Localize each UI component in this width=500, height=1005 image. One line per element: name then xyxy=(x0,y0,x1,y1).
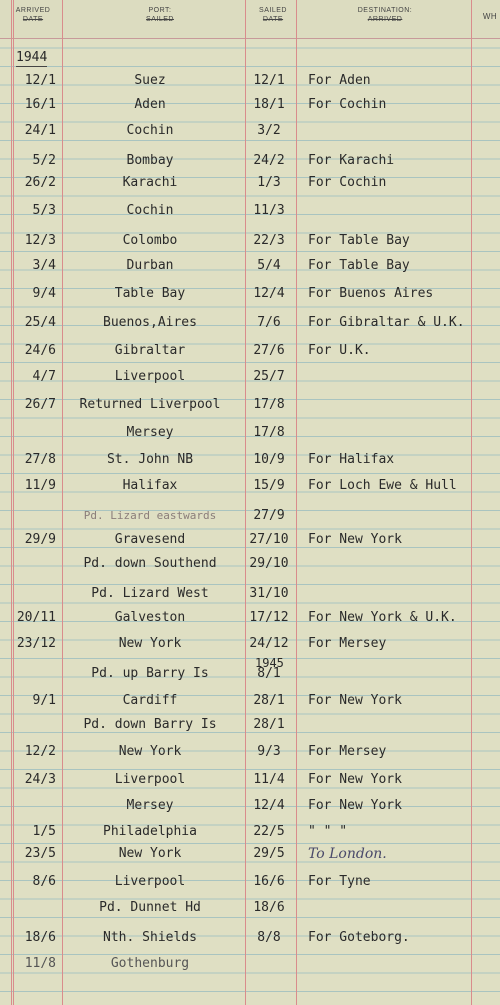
entry-port: St. John NB xyxy=(106,452,194,467)
entry-arrived: 11/9 xyxy=(24,478,56,493)
entry-arrived: 24/3 xyxy=(24,772,56,787)
entry-dest: For Tyne xyxy=(308,874,371,889)
entry-dest: For Loch Ewe & Hull xyxy=(308,478,457,493)
entry-port: New York xyxy=(118,636,182,651)
entry-sailed: 29/10 xyxy=(249,556,289,571)
entry-port: Pd. down Barry Is xyxy=(83,717,217,732)
year-1944: 1944 xyxy=(16,50,48,65)
entry-arrived: 16/1 xyxy=(24,97,56,112)
entry-arrived: 4/7 xyxy=(32,369,56,384)
entry-sailed: 11/3 xyxy=(253,203,285,218)
entry-sailed: 25/7 xyxy=(253,369,285,384)
entry-port: Cochin xyxy=(126,123,174,138)
header-extra: WH xyxy=(482,12,498,21)
entry-dest: For Gibraltar & U.K. xyxy=(308,315,465,330)
entry-port: Liverpool xyxy=(114,369,186,384)
entry-sailed: 15/9 xyxy=(253,478,285,493)
entry-port: Pd. up Barry Is xyxy=(91,666,209,681)
entry-arrived: 8/6 xyxy=(32,874,56,889)
entry-dest: For Table Bay xyxy=(308,233,410,248)
entry-dest: For New York xyxy=(308,693,402,708)
entry-arrived: 23/5 xyxy=(24,846,56,861)
header-destination: DESTINATION: ARRIVED xyxy=(357,7,413,23)
entry-dest: For Mersey xyxy=(308,744,387,759)
entry-dest: For New York & U.K. xyxy=(308,610,457,625)
entry-dest: For New York xyxy=(308,798,402,813)
entry-port: Halifax xyxy=(122,478,178,493)
entry-dest: For Halifax xyxy=(308,452,395,467)
entry-port: Pd. down Southend xyxy=(83,556,217,571)
entry-sailed: 17/8 xyxy=(253,397,285,412)
entry-arrived: 18/6 xyxy=(24,930,56,945)
entry-sailed: 9/3 xyxy=(257,744,281,759)
year-1945: 1945 xyxy=(255,656,284,670)
entry-port: Pd. Lizard West xyxy=(91,586,209,601)
entry-port: Colombo xyxy=(122,233,178,248)
entry-dest: For New York xyxy=(308,772,402,787)
column-header-row xyxy=(0,0,500,39)
entry-dest: For Cochin xyxy=(308,97,387,112)
entry-sailed: 18/1 xyxy=(253,97,285,112)
entry-sailed: 17/12 xyxy=(249,610,289,625)
entry-arrived: 23/12 xyxy=(16,636,56,651)
entry-sailed: 22/3 xyxy=(253,233,285,248)
entry-sailed: 31/10 xyxy=(249,586,289,601)
entry-port: Cardiff xyxy=(122,693,178,708)
entry-port: Nth. Shields xyxy=(103,930,197,945)
entry-sailed: 12/4 xyxy=(253,286,285,301)
entry-port: Liverpool xyxy=(114,772,186,787)
entry-sailed: 28/1 xyxy=(253,717,285,732)
entry-sailed: 5/4 xyxy=(257,258,281,273)
entry-sailed: 29/5 xyxy=(253,846,285,861)
entry-sailed: 27/9 xyxy=(253,508,285,523)
entry-arrived: 24/1 xyxy=(24,123,56,138)
entry-arrived: 12/3 xyxy=(24,233,56,248)
column-rule xyxy=(471,0,472,1005)
entry-arrived: 20/11 xyxy=(16,610,56,625)
entry-port: Pd. Dunnet Hd xyxy=(99,900,201,915)
entry-port: Gibraltar xyxy=(114,343,186,358)
entry-port: Galveston xyxy=(114,610,186,625)
entry-dest: For U.K. xyxy=(308,343,371,358)
entry-port: Returned Liverpool xyxy=(79,397,221,412)
entry-arrived: 27/8 xyxy=(24,452,56,467)
entry-port: Mersey xyxy=(126,425,174,440)
entry-port: Aden xyxy=(134,97,166,112)
entry-dest: For New York xyxy=(308,532,402,547)
entry-port: Philadelphia xyxy=(103,824,197,839)
entry-port: Gravesend xyxy=(114,532,186,547)
entry-sailed: 11/4 xyxy=(253,772,285,787)
entry-arrived: 25/4 xyxy=(24,315,56,330)
entry-dest: For Cochin xyxy=(308,175,387,190)
entry-sailed: 24/12 xyxy=(249,636,289,651)
entry-port: Suez xyxy=(134,73,166,88)
entry-sailed: 27/10 xyxy=(249,532,289,547)
entry-dest: For Karachi xyxy=(308,153,395,168)
entry-sailed: 27/6 xyxy=(253,343,285,358)
entry-arrived: 24/6 xyxy=(24,343,56,358)
entry-port: Pd. Lizard eastwards xyxy=(83,509,217,522)
entry-dest: For Goteborg. xyxy=(308,930,410,945)
entry-arrived: 9/1 xyxy=(32,693,56,708)
entry-port: Liverpool xyxy=(114,874,186,889)
entry-dest: " " " xyxy=(308,824,348,839)
header-sailed: SAILED DATE xyxy=(259,7,287,23)
entry-sailed: 22/5 xyxy=(253,824,285,839)
column-rule xyxy=(296,0,297,1005)
entry-arrived: 11/8 xyxy=(24,956,56,971)
entry-port: Durban xyxy=(126,258,174,273)
entry-sailed: 3/2 xyxy=(257,123,281,138)
entry-port: Buenos,Aires xyxy=(103,315,197,330)
entry-sailed: 7/6 xyxy=(257,315,281,330)
entry-sailed: 24/2 xyxy=(253,153,285,168)
entry-arrived: 29/9 xyxy=(24,532,56,547)
entry-port: New York xyxy=(118,846,182,861)
entry-sailed: 8/1 xyxy=(257,666,281,681)
header-arrived: ARRIVED DATE xyxy=(15,7,51,23)
entry-sailed: 16/6 xyxy=(253,874,285,889)
entry-arrived: 26/2 xyxy=(24,175,56,190)
entry-dest: To London. xyxy=(308,846,387,862)
entry-port: Mersey xyxy=(126,798,174,813)
entry-arrived: 5/2 xyxy=(32,153,56,168)
entry-dest: For Mersey xyxy=(308,636,387,651)
entry-arrived: 12/1 xyxy=(24,73,56,88)
entry-arrived: 3/4 xyxy=(32,258,56,273)
entry-sailed: 12/4 xyxy=(253,798,285,813)
entry-sailed: 1/3 xyxy=(257,175,281,190)
entry-arrived: 12/2 xyxy=(24,744,56,759)
entry-arrived: 9/4 xyxy=(32,286,56,301)
entry-dest: For Buenos Aires xyxy=(308,286,434,301)
entry-port: Bombay xyxy=(126,153,174,168)
entry-arrived: 5/3 xyxy=(32,203,56,218)
entry-dest: For Aden xyxy=(308,73,371,88)
entry-port: Gothenburg xyxy=(110,956,190,971)
header-port: PORT: SAILED xyxy=(146,7,174,23)
entry-arrived: 26/7 xyxy=(24,397,56,412)
entry-sailed: 12/1 xyxy=(253,73,285,88)
entry-port: Karachi xyxy=(122,175,178,190)
entry-sailed: 8/8 xyxy=(257,930,281,945)
entry-sailed: 18/6 xyxy=(253,900,285,915)
entry-port: Cochin xyxy=(126,203,174,218)
entry-port: Table Bay xyxy=(114,286,186,301)
entry-sailed: 28/1 xyxy=(253,693,285,708)
entry-port: New York xyxy=(118,744,182,759)
entry-dest: For Table Bay xyxy=(308,258,410,273)
entry-arrived: 1/5 xyxy=(32,824,56,839)
entry-sailed: 10/9 xyxy=(253,452,285,467)
entry-sailed: 17/8 xyxy=(253,425,285,440)
